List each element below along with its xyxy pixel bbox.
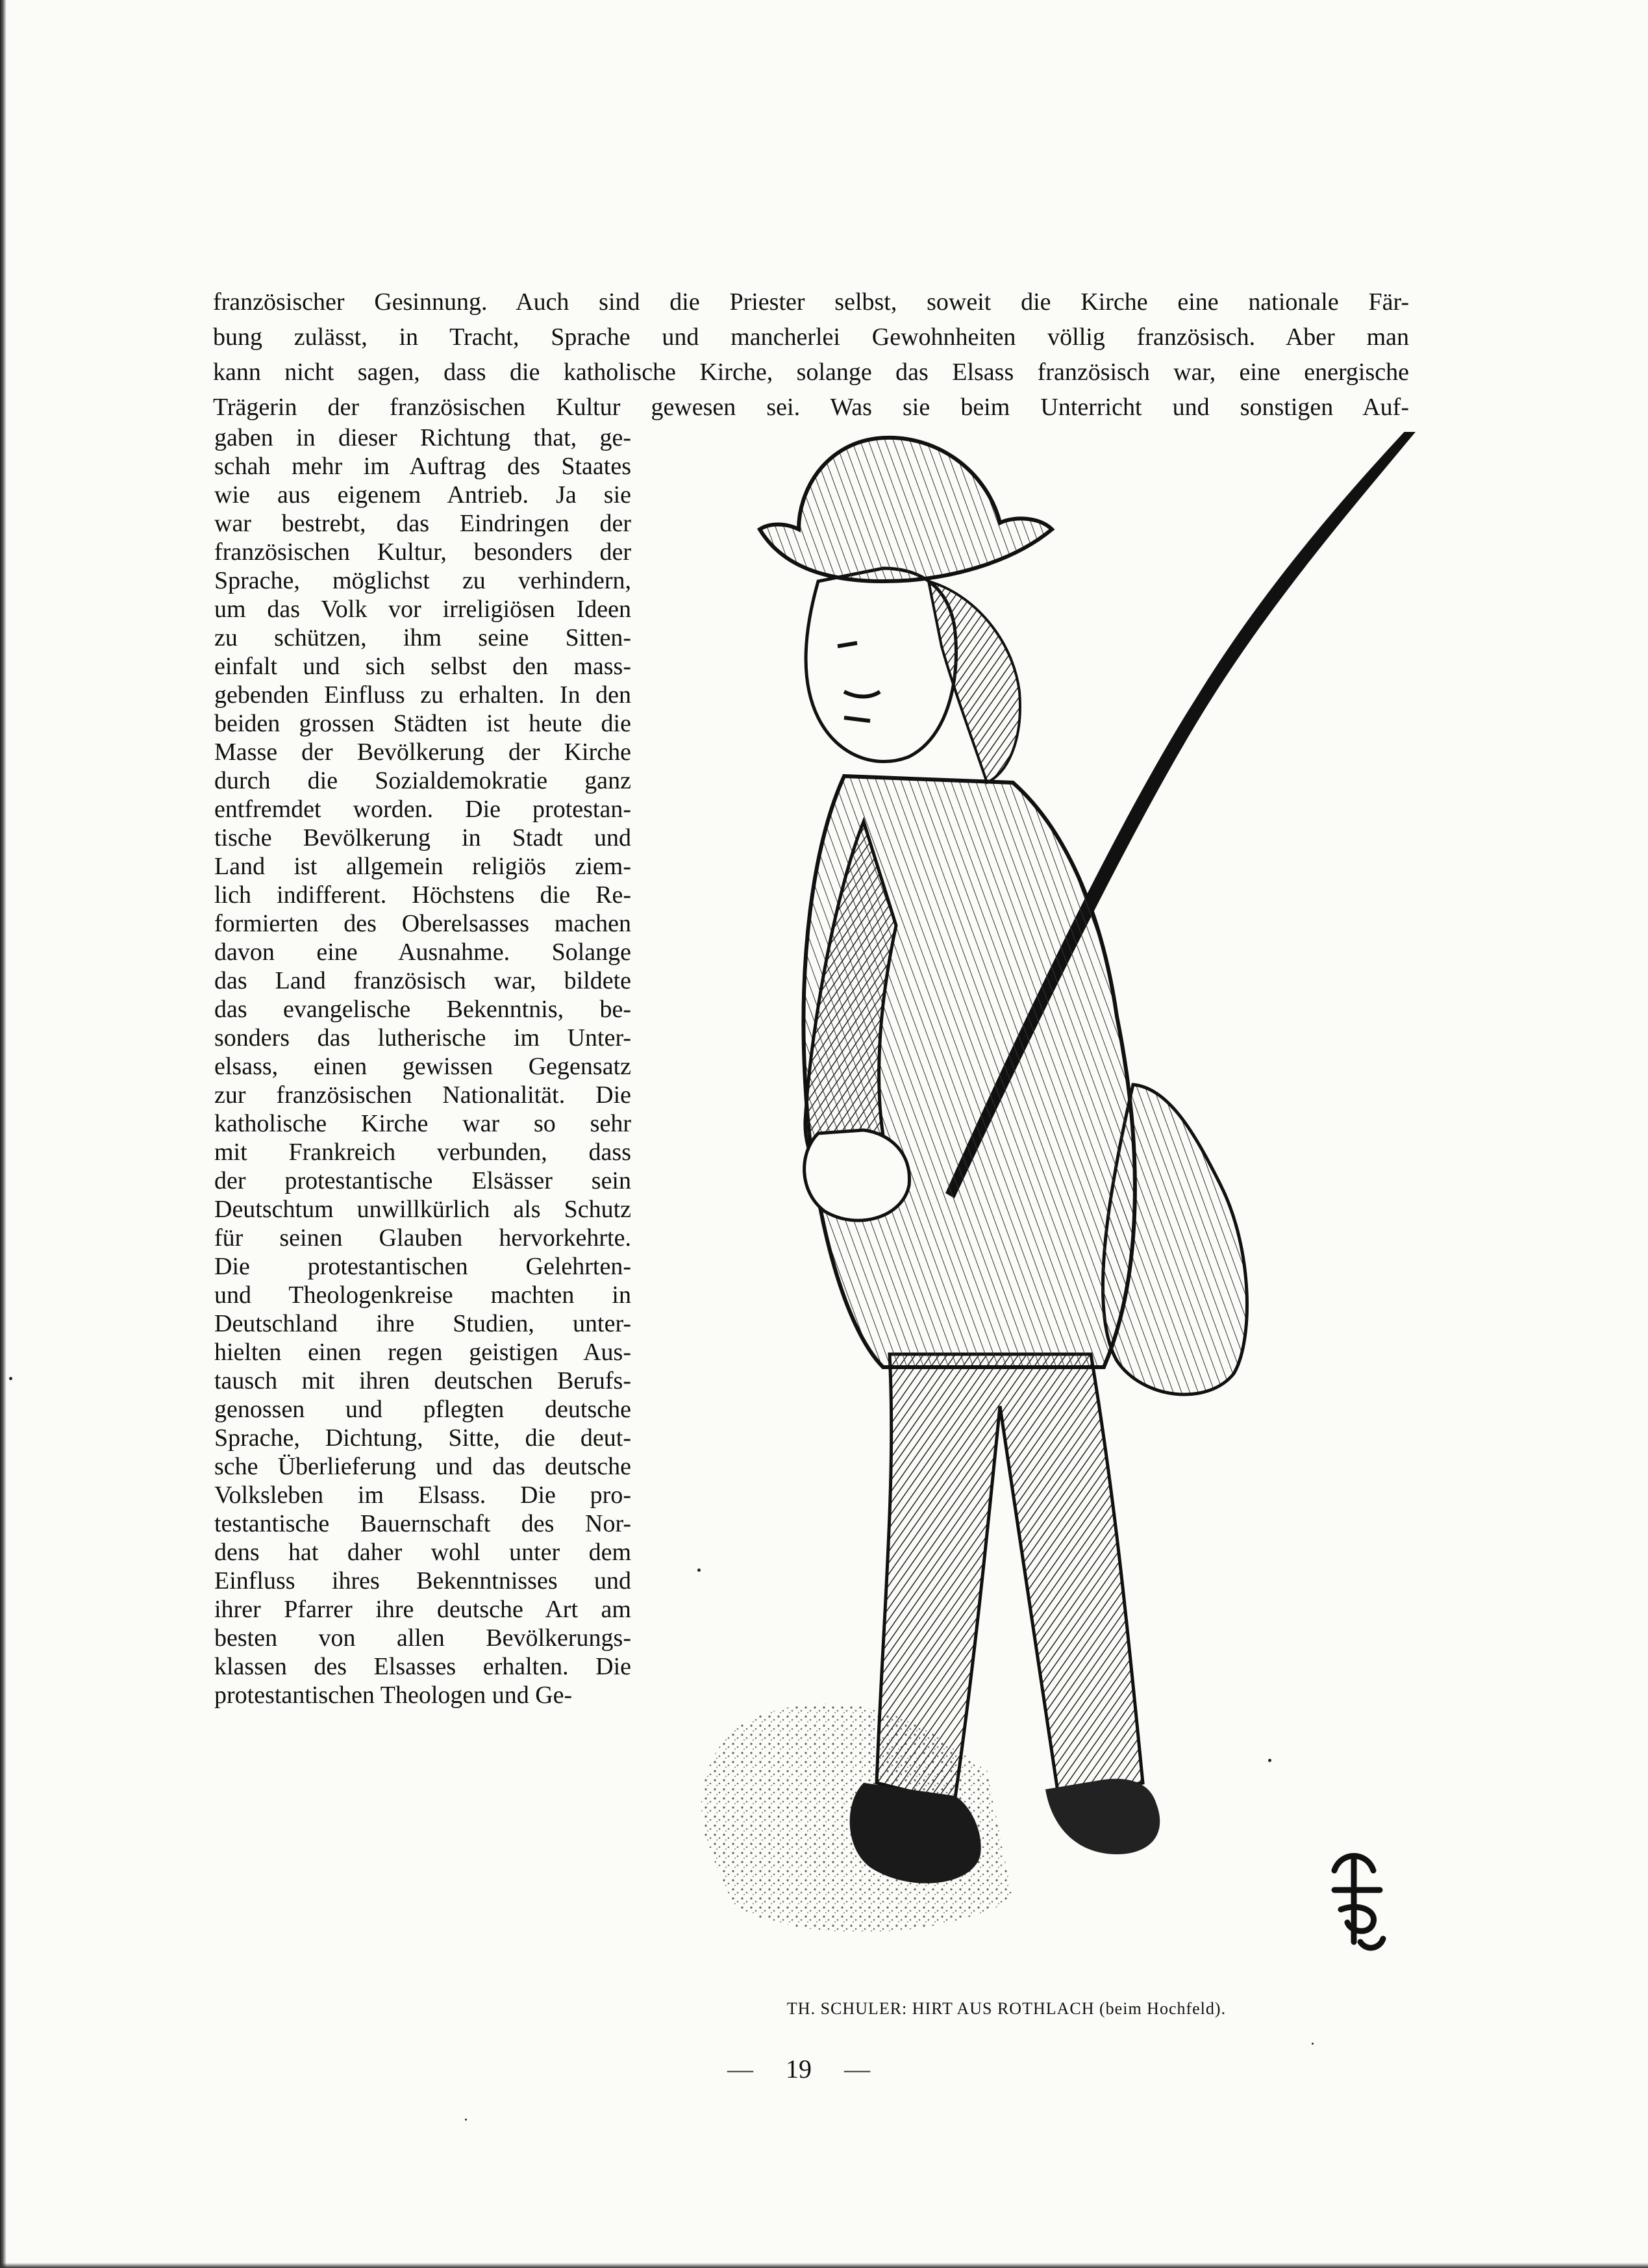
text-line: beiden grossen Städten ist heute die — [214, 710, 631, 737]
scan-speck — [697, 1569, 701, 1572]
text-line: hielten einen regen geistigen Aus- — [214, 1339, 631, 1366]
text-line: besten von allen Bevölkerungs- — [214, 1624, 631, 1652]
shepherd-illustration-icon — [649, 432, 1429, 1991]
page-footer — [714, 2054, 883, 2084]
text-line: der protestantische Elsässer sein — [214, 1167, 631, 1194]
text-line: Deutschtum unwillkürlich als Schutz — [214, 1196, 631, 1223]
text-line: genossen und pflegten deutsche — [214, 1396, 631, 1423]
text-line: lich indifferent. Höchstens die Re- — [214, 881, 631, 909]
scan-speck — [1268, 1759, 1271, 1762]
text-line: klassen des Elsasses erhalten. Die — [214, 1653, 631, 1680]
figure-caption: TH. SCHULER: HIRT AUS ROTHLACH (beim Hochfeld). — [786, 1999, 1227, 2018]
text-line: formierten des Oberelsasses machen — [214, 910, 631, 937]
text-line: entfremdet worden. Die protestan- — [214, 796, 631, 823]
text-line: protestantischen Theologen und Ge- — [214, 1682, 573, 1709]
text-line: bung zulässt, in Tracht, Sprache und mancherlei Gewohnheiten völlig französisch. Aber man — [213, 323, 1409, 351]
shoe-right — [1045, 1779, 1160, 1854]
text-line: gaben in dieser Richtung that, ge- — [214, 424, 631, 451]
text-line: sonders das lutherische im Unter- — [214, 1024, 631, 1052]
text-line: dens hat daher wohl unter dem — [214, 1539, 631, 1566]
text-line: das Land französisch war, bildete — [214, 967, 631, 994]
text-line: und Theologenkreise machten in — [214, 1281, 631, 1309]
text-line: davon eine Ausnahme. Solange — [214, 939, 631, 966]
text-line: tausch mit ihren deutschen Berufs- — [214, 1367, 631, 1394]
text-line: französischer Gesinnung. Auch sind die Priester selbst, soweit die Kirche eine nationale Fär- — [213, 288, 1409, 316]
text-line: Volksleben im Elsass. Die pro- — [214, 1481, 631, 1509]
text-line: einfalt und sich selbst den mass- — [214, 653, 631, 680]
page-number: 19 — [786, 2054, 812, 2084]
text-line: ihrer Pfarrer ihre deutsche Art am — [214, 1596, 631, 1623]
text-line: durch die Sozialdemokratie ganz — [214, 767, 631, 794]
text-line: kann nicht sagen, dass die katholische Kirche, solange das Elsass französisch war, eine energische — [213, 359, 1409, 386]
scan-edge-left — [0, 0, 6, 2268]
text-line: mit Frankreich verbunden, dass — [214, 1139, 631, 1166]
scan-speck — [1312, 2043, 1314, 2045]
scan-speck — [9, 1377, 12, 1380]
text-line: katholische Kirche war so sehr — [214, 1110, 631, 1137]
text-line: Trägerin der französischen Kultur gewesen sei. Was sie beim Unterricht und sonstigen Auf- — [213, 394, 1409, 421]
text-line: schah mehr im Auftrag des Staates — [214, 453, 631, 480]
text-line: wie aus eigenem Antrieb. Ja sie — [214, 481, 631, 509]
text-line: zu schützen, ihm seine Sitten- — [214, 624, 631, 651]
scan-edge-bottom — [0, 2263, 1648, 2268]
text-line: testantische Bauernschaft des Nor- — [214, 1510, 631, 1537]
artist-monogram-icon — [1321, 1845, 1393, 1955]
text-line: das evangelische Bekenntnis, be- — [214, 996, 631, 1023]
footer-dash-left: — — [727, 2054, 753, 2084]
footer-dash-right: — — [844, 2054, 870, 2084]
text-line: elsass, einen gewissen Gegensatz — [214, 1053, 631, 1080]
scan-speck — [465, 2119, 467, 2121]
text-line: Einfluss ihres Bekenntnisses und — [214, 1567, 631, 1594]
text-line: für seinen Glauben hervorkehrte. — [214, 1224, 631, 1252]
text-line: Deutschland ihre Studien, unter- — [214, 1310, 631, 1337]
text-line: tische Bevölkerung in Stadt und — [214, 824, 631, 851]
trousers — [877, 1354, 1143, 1802]
text-line: war bestrebt, das Eindringen der — [214, 510, 631, 537]
hands — [805, 1130, 910, 1220]
hat — [760, 438, 1052, 581]
text-line: Die protestantischen Gelehrten- — [214, 1253, 631, 1280]
text-line: gebenden Einfluss zu erhalten. In den — [214, 681, 631, 709]
text-line: Sprache, möglichst zu verhindern, — [214, 567, 631, 594]
text-line: Masse der Bevölkerung der Kirche — [214, 738, 631, 766]
text-line: um das Volk vor irreligiösen Ideen — [214, 596, 631, 623]
text-line: zur französischen Nationalität. Die — [214, 1081, 631, 1109]
text-line: französischen Kultur, besonders der — [214, 538, 631, 566]
text-line: Sprache, Dichtung, Sitte, die deut- — [214, 1424, 631, 1452]
text-line: Land ist allgemein religiös ziem- — [214, 853, 631, 880]
text-line: sche Überlieferung und das deutsche — [214, 1453, 631, 1480]
